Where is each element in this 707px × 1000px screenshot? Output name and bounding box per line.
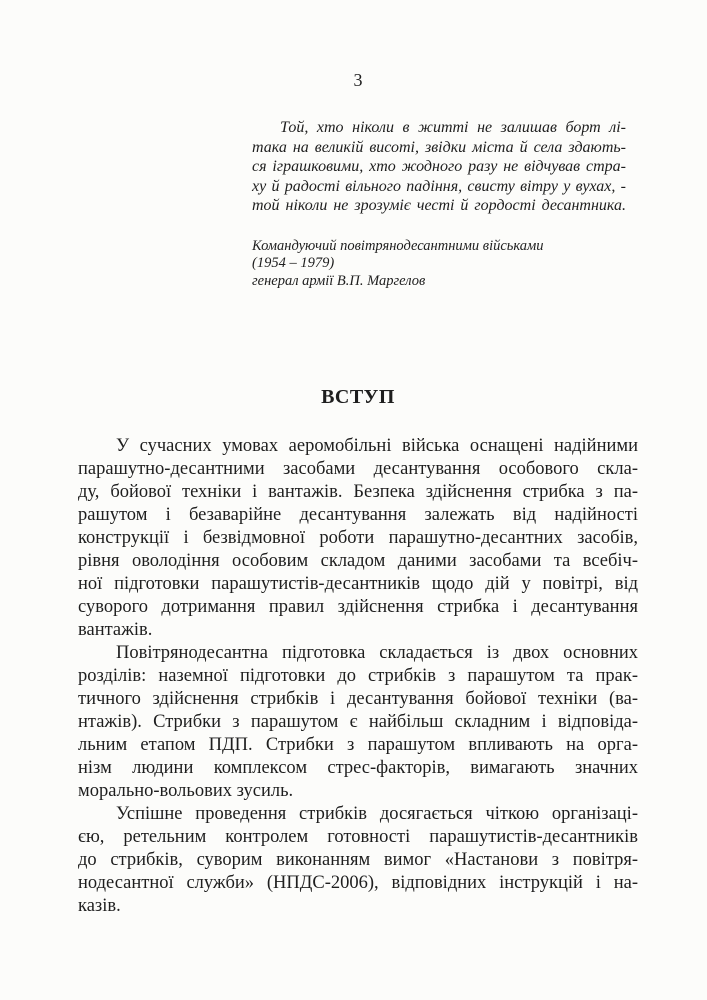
paragraph-line: морально-вольових зусиль. — [78, 781, 294, 801]
paragraph — [78, 642, 638, 803]
paragraph-line: ду, бойової техніки і вантажів. Безпека здійснення стрибка з па- — [78, 482, 638, 502]
paragraph-line: нізм людини комплексом стрес-факторів, вимагають значних — [78, 758, 638, 778]
epigraph-line: той ніколи не зрозуміє честі й гордості десантника. — [252, 197, 626, 214]
paragraph-line: нодесантної служби» (НПДС-2006), відповідних інструкцій і на- — [78, 873, 638, 893]
paragraph-line: Успішне проведення стрибків досягається чіткою організаці- — [116, 804, 638, 824]
attribution-line: (1954 – 1979) — [252, 255, 335, 271]
epigraph — [252, 118, 626, 216]
paragraph-line: льним етапом ПДП. Стрибки з парашутом впливають на орга- — [78, 735, 638, 755]
text-block — [78, 0, 638, 918]
section-heading: ВСТУП — [321, 386, 395, 408]
paragraph-line: Повітрянодесантна підготовка складається із двох основних — [116, 643, 638, 663]
epigraph-line: ху й радості вільного падіння, свисту вітру у вухах, - — [252, 177, 626, 195]
epigraph-line: така на великій висоті, звідки міста й села здають- — [252, 138, 626, 156]
paragraph — [78, 803, 638, 918]
attribution-line: генерал армії В.П. Маргелов — [252, 272, 426, 289]
paragraph-line: єю, ретельним контролем готовності парашутистів-десантників — [78, 827, 638, 847]
paragraph-line: рівня оволодіння особовим складом даними засобами та всебіч- — [78, 551, 638, 571]
epigraph-line: ся іграшковими, хто жодного разу не відчував стра- — [252, 158, 626, 175]
paragraph-line: У сучасних умовах аеромобільні війська оснащені надійними — [116, 436, 638, 456]
page-number: 3 — [353, 70, 363, 90]
paragraph-line: тичного здійснення стрибків і десантування бойової техніки (ва- — [78, 689, 638, 709]
paragraph-line: конструкції і безвідмовної роботи парашутно-десантних засобів, — [78, 528, 638, 548]
paragraph-line: нтажів). Стрибки з парашутом є найбільш складним і відповіда- — [78, 712, 638, 732]
paragraph-line: парашутно-десантними засобами десантування особового скла- — [78, 459, 638, 479]
paragraph-line: до стрибків, суворим виконанням вимог «Настанови з повітря- — [78, 850, 638, 870]
paragraph-line: вантажів. — [78, 620, 153, 640]
epigraph-attribution — [252, 238, 626, 291]
paragraph-line: розділів: наземної підготовки до стрибків з парашутом та прак- — [78, 666, 638, 686]
paragraph-line: суворого дотримання правил здійснення стрибка і десантування — [78, 597, 638, 617]
paragraph-line: казів. — [78, 896, 121, 916]
paragraph-line: рашутом і безаварійне десантування залежать від надійності — [78, 505, 638, 525]
attribution-line: Командуючий повітрянодесантними військами — [252, 237, 544, 254]
paragraph-line: ної підготовки парашутистів-десантників щодо дій у повітрі, від — [78, 574, 638, 594]
paragraph — [78, 435, 638, 642]
body-text — [78, 435, 638, 918]
epigraph-line: Той, хто ніколи в житті не залишав борт лі- — [280, 119, 626, 136]
